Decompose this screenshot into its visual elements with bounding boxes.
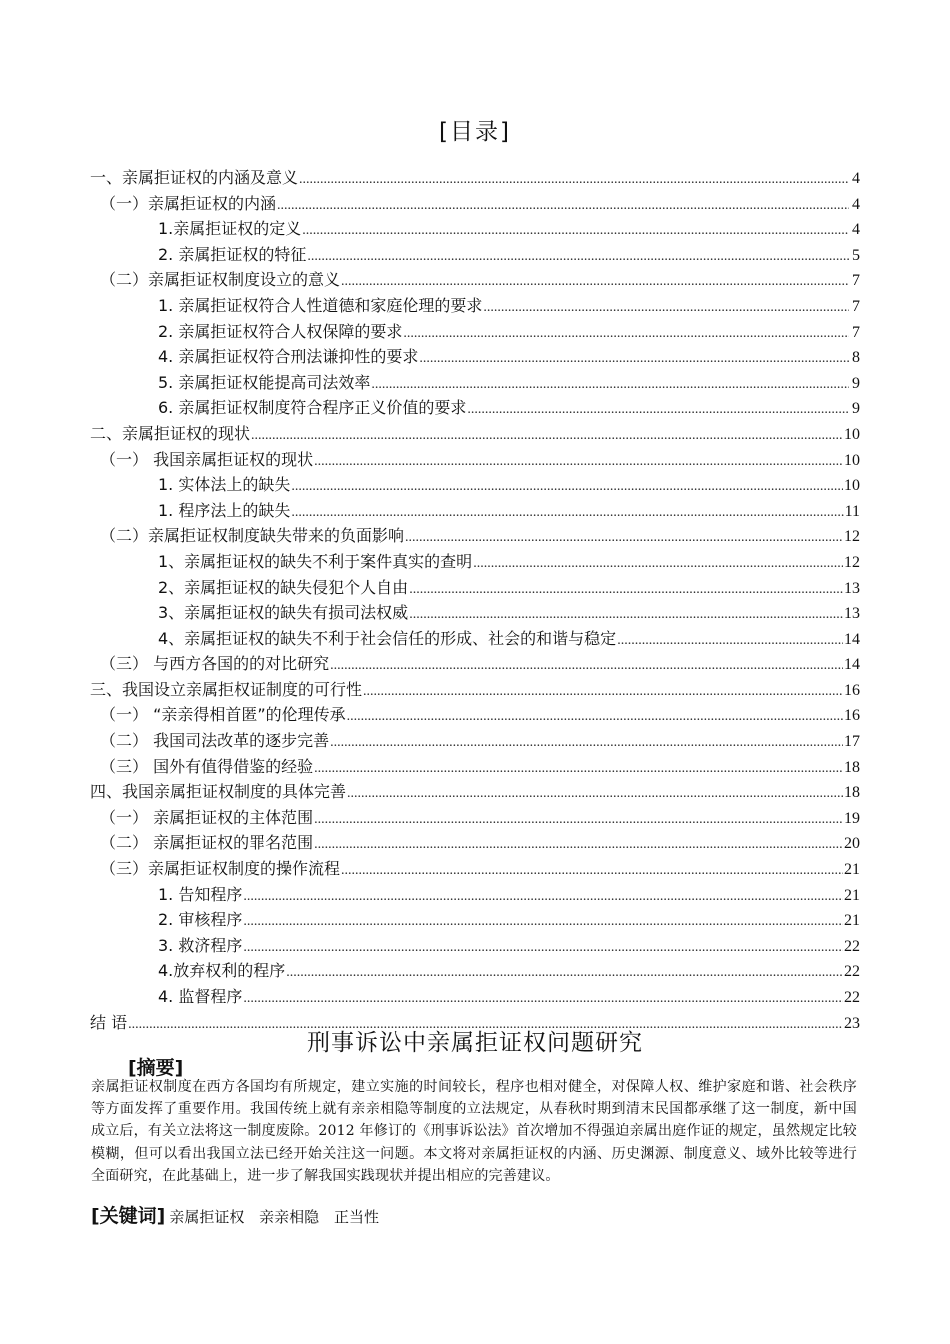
toc-entry-label: 4. 监督程序 bbox=[158, 987, 243, 1006]
toc-entry-page-number: 13 bbox=[844, 579, 860, 597]
toc-entry[interactable] bbox=[90, 293, 860, 319]
toc-leader-dots bbox=[347, 704, 843, 730]
toc-leader-dots bbox=[473, 551, 843, 577]
toc-entry-label: （二）亲属拒证权制度缺失带来的负面影响 bbox=[100, 526, 405, 546]
toc-entry-page-number: 13 bbox=[844, 605, 860, 623]
toc-entry-label: 一、亲属拒证权的内涵及意义 bbox=[90, 168, 299, 187]
abstract-heading: [摘要] bbox=[128, 1057, 184, 1079]
toc-entry[interactable] bbox=[90, 447, 860, 473]
toc-entry-page-number: 14 bbox=[844, 630, 860, 648]
toc-leader-dots bbox=[243, 884, 843, 910]
toc-entry-label: 2、亲属拒证权的缺失侵犯个人自由 bbox=[158, 577, 409, 597]
toc-entry[interactable] bbox=[90, 805, 860, 831]
toc-entry-page-number: 4 bbox=[852, 170, 860, 187]
toc-entry-page-number: 8 bbox=[852, 349, 860, 367]
toc-entry-label: 1、亲属拒证权的缺失不利于案件真实的查明 bbox=[158, 551, 473, 571]
toc-entry-label: 结 语 bbox=[90, 1012, 128, 1032]
toc-entry-label: （一） 亲属拒证权的主体范围 bbox=[100, 807, 314, 827]
toc-entry-label: 5. 亲属拒证权能提高司法效率 bbox=[158, 372, 371, 392]
toc-entry-page-number: 16 bbox=[844, 681, 860, 699]
toc-entry-page-number: 22 bbox=[844, 937, 860, 955]
toc-entry[interactable] bbox=[90, 702, 860, 728]
toc-entry[interactable] bbox=[90, 242, 860, 268]
toc-entry[interactable] bbox=[90, 191, 860, 217]
toc-entry-label: 1. 告知程序 bbox=[158, 884, 243, 904]
toc-leader-dots bbox=[302, 218, 849, 244]
toc-entry-page-number: 10 bbox=[844, 451, 860, 469]
toc-leader-dots bbox=[409, 602, 843, 628]
toc-entry-label: （二） 亲属拒证权的罪名范围 bbox=[100, 833, 314, 853]
toc-entry-page-number: 5 bbox=[852, 246, 860, 264]
toc-entry-page-number: 10 bbox=[844, 425, 860, 443]
keyword: 正当性 bbox=[333, 1208, 379, 1226]
toc-entry-label: 1. 实体法上的缺失 bbox=[158, 475, 291, 495]
toc-leader-dots bbox=[483, 295, 849, 321]
toc-leader-dots bbox=[291, 500, 843, 526]
toc-entry[interactable] bbox=[90, 421, 860, 447]
toc-entry[interactable] bbox=[90, 728, 860, 754]
toc-entry-page-number: 4 bbox=[852, 221, 860, 239]
toc-entry-page-number: 11 bbox=[844, 502, 860, 520]
toc-leader-dots bbox=[251, 423, 843, 449]
toc-entry-page-number: 10 bbox=[844, 477, 860, 495]
toc-entry-label: 3. 救济程序 bbox=[158, 935, 243, 955]
toc-entry-label: 2. 亲属拒证权符合人权保障的要求 bbox=[158, 321, 403, 341]
toc-entry[interactable] bbox=[90, 523, 860, 549]
toc-leader-dots bbox=[243, 986, 843, 1012]
toc-entry-page-number: 16 bbox=[844, 707, 860, 725]
toc-entry[interactable] bbox=[90, 216, 860, 242]
toc-entry-page-number: 17 bbox=[844, 733, 860, 751]
toc-entry-page-number: 22 bbox=[844, 963, 860, 981]
toc-entry-label: 1. 程序法上的缺失 bbox=[158, 500, 291, 520]
toc-leader-dots bbox=[409, 577, 843, 603]
toc-entry-label: 6. 亲属拒证权制度符合程序正义价值的要求 bbox=[158, 398, 467, 418]
toc-entry-page-number: 12 bbox=[844, 553, 860, 571]
toc-entry[interactable] bbox=[90, 370, 860, 396]
toc-entry-label: 1. 亲属拒证权符合人性道德和家庭伦理的要求 bbox=[158, 295, 483, 315]
toc-leader-dots bbox=[314, 832, 843, 858]
toc-entry[interactable] bbox=[90, 882, 860, 908]
toc-leader-dots bbox=[314, 807, 843, 833]
toc-entry[interactable] bbox=[90, 344, 860, 370]
toc-entry-label: 2. 亲属拒证权的特征 bbox=[158, 244, 307, 264]
toc-leader-dots bbox=[330, 730, 843, 756]
toc-entry[interactable] bbox=[90, 933, 860, 959]
toc-leader-dots bbox=[467, 397, 849, 423]
toc-leader-dots bbox=[347, 781, 843, 807]
abstract-text: 亲属拒证权制度在西方各国均有所规定，建立实施的时间较长，程序也相对健全，对保障人权、维护家庭和谐、社会秩序等方面发挥了重要作用。我国传统上就有亲亲相隐等制度的立法规定，从春秋时期到清末民国都承继了这一制度，新中国成立后，有关立法将这一制度废除。2012 年修订的《刑事诉讼法》首次增加不得强迫亲属出庭作证的规定，虽然规定比较模糊，但可以看出我国立法已经开始关注这一问题。本文将对亲属拒证权的内涵、历史渊源、制度意义、域外比较等进行全面研究，在此基础上，进一步了解我国实践现状并提出相应的完善建议。 bbox=[91, 1079, 857, 1184]
toc-entry-label: 四、我国亲属拒证权制度的具体完善 bbox=[90, 782, 347, 802]
keywords-row bbox=[91, 1201, 389, 1228]
toc-entry-page-number: 18 bbox=[844, 784, 860, 802]
toc-leader-dots bbox=[371, 372, 849, 398]
toc-entry-page-number: 9 bbox=[852, 400, 860, 418]
toc-entry[interactable] bbox=[90, 498, 860, 524]
toc-leader-dots bbox=[291, 474, 843, 500]
keyword: 亲属拒证权 bbox=[169, 1208, 245, 1226]
toc-entry-page-number: 20 bbox=[844, 835, 860, 853]
toc-entry-page-number: 9 bbox=[852, 374, 860, 392]
toc-entry-label: （一）亲属拒证权的内涵 bbox=[100, 193, 277, 213]
toc-entry[interactable] bbox=[90, 830, 860, 856]
toc-entry-page-number: 18 bbox=[844, 758, 860, 776]
toc-leader-dots bbox=[314, 449, 843, 475]
keywords-list bbox=[169, 1206, 389, 1227]
toc-entry-label: 三、我国设立亲属拒权证制度的可行性 bbox=[90, 679, 363, 699]
toc-entry-label: 二、亲属拒证权的现状 bbox=[90, 423, 251, 443]
toc-entry-label: （三）亲属拒证权制度的操作流程 bbox=[100, 859, 341, 879]
toc-entry-label: （二） 我国司法改革的逐步完善 bbox=[100, 731, 330, 751]
toc-leader-dots bbox=[341, 858, 843, 884]
toc-leader-dots bbox=[403, 321, 849, 347]
keyword: 亲亲相隐 bbox=[259, 1208, 320, 1226]
toc-entry-label: （三） 与西方各国的的对比研究 bbox=[100, 654, 330, 674]
toc-title: [目录] bbox=[439, 119, 511, 145]
toc-entry-label: 4.放弃权利的程序 bbox=[158, 961, 286, 981]
toc-leader-dots bbox=[363, 679, 843, 705]
toc-entry[interactable] bbox=[90, 575, 860, 601]
toc-entry-page-number: 4 bbox=[852, 195, 860, 213]
toc-entry-label: （二）亲属拒证权制度设立的意义 bbox=[100, 270, 341, 290]
toc-entry-label: （一） “亲亲得相首匿”的伦理传承 bbox=[100, 705, 346, 725]
toc-entry[interactable] bbox=[90, 319, 860, 345]
toc-leader-dots bbox=[286, 960, 843, 986]
table-of-contents bbox=[90, 165, 860, 1035]
toc-entry-label: （三） 国外有值得借鉴的经验 bbox=[100, 756, 314, 776]
toc-entry-page-number: 23 bbox=[844, 1014, 860, 1032]
toc-leader-dots bbox=[243, 909, 843, 935]
toc-leader-dots bbox=[307, 244, 849, 270]
toc-entry-page-number: 14 bbox=[844, 656, 860, 674]
toc-leader-dots bbox=[419, 346, 849, 372]
toc-entry[interactable] bbox=[90, 754, 860, 780]
toc-entry-page-number: 7 bbox=[852, 297, 860, 315]
toc-entry-label: 3、亲属拒证权的缺失有损司法权威 bbox=[158, 603, 409, 623]
toc-leader-dots bbox=[330, 653, 843, 679]
toc-entry[interactable] bbox=[90, 267, 860, 293]
toc-entry[interactable] bbox=[90, 165, 860, 191]
toc-entry-page-number: 12 bbox=[844, 528, 860, 546]
toc-entry[interactable] bbox=[90, 677, 860, 703]
toc-entry-page-number: 7 bbox=[852, 272, 860, 290]
toc-entry[interactable] bbox=[90, 856, 860, 882]
toc-leader-dots bbox=[243, 935, 843, 961]
toc-entry-page-number: 21 bbox=[844, 912, 860, 930]
toc-entry[interactable] bbox=[90, 600, 860, 626]
toc-leader-dots bbox=[405, 525, 843, 551]
toc-entry[interactable] bbox=[90, 984, 860, 1010]
document-title: 刑事诉讼中亲属拒证权问题研究 bbox=[307, 1030, 643, 1056]
toc-entry-page-number: 21 bbox=[844, 861, 860, 879]
toc-entry-label: 4、亲属拒证权的缺失不利于社会信任的形成、社会的和谐与稳定 bbox=[158, 628, 617, 648]
toc-entry-label: （一） 我国亲属拒证权的现状 bbox=[100, 449, 314, 469]
keywords-heading: [关键词] bbox=[91, 1205, 166, 1227]
toc-entry-label: 4. 亲属拒证权符合刑法谦抑性的要求 bbox=[158, 347, 419, 367]
toc-entry-page-number: 22 bbox=[844, 989, 860, 1006]
toc-entry[interactable] bbox=[90, 958, 860, 984]
toc-entry[interactable] bbox=[90, 651, 860, 677]
toc-leader-dots bbox=[341, 269, 849, 295]
toc-leader-dots bbox=[277, 193, 849, 219]
toc-entry[interactable] bbox=[90, 472, 860, 498]
toc-entry[interactable] bbox=[90, 549, 860, 575]
toc-leader-dots bbox=[617, 628, 843, 654]
toc-entry[interactable] bbox=[90, 907, 860, 933]
toc-entry-page-number: 7 bbox=[852, 323, 860, 341]
toc-entry[interactable] bbox=[90, 779, 860, 805]
toc-entry-label: 2. 审核程序 bbox=[158, 910, 243, 930]
toc-entry-page-number: 19 bbox=[844, 809, 860, 827]
toc-entry[interactable] bbox=[90, 626, 860, 652]
toc-leader-dots bbox=[299, 167, 849, 193]
toc-entry-page-number: 21 bbox=[844, 886, 860, 904]
toc-entry-label: 1.亲属拒证权的定义 bbox=[158, 219, 302, 239]
toc-leader-dots bbox=[314, 756, 843, 782]
toc-entry[interactable] bbox=[90, 395, 860, 421]
